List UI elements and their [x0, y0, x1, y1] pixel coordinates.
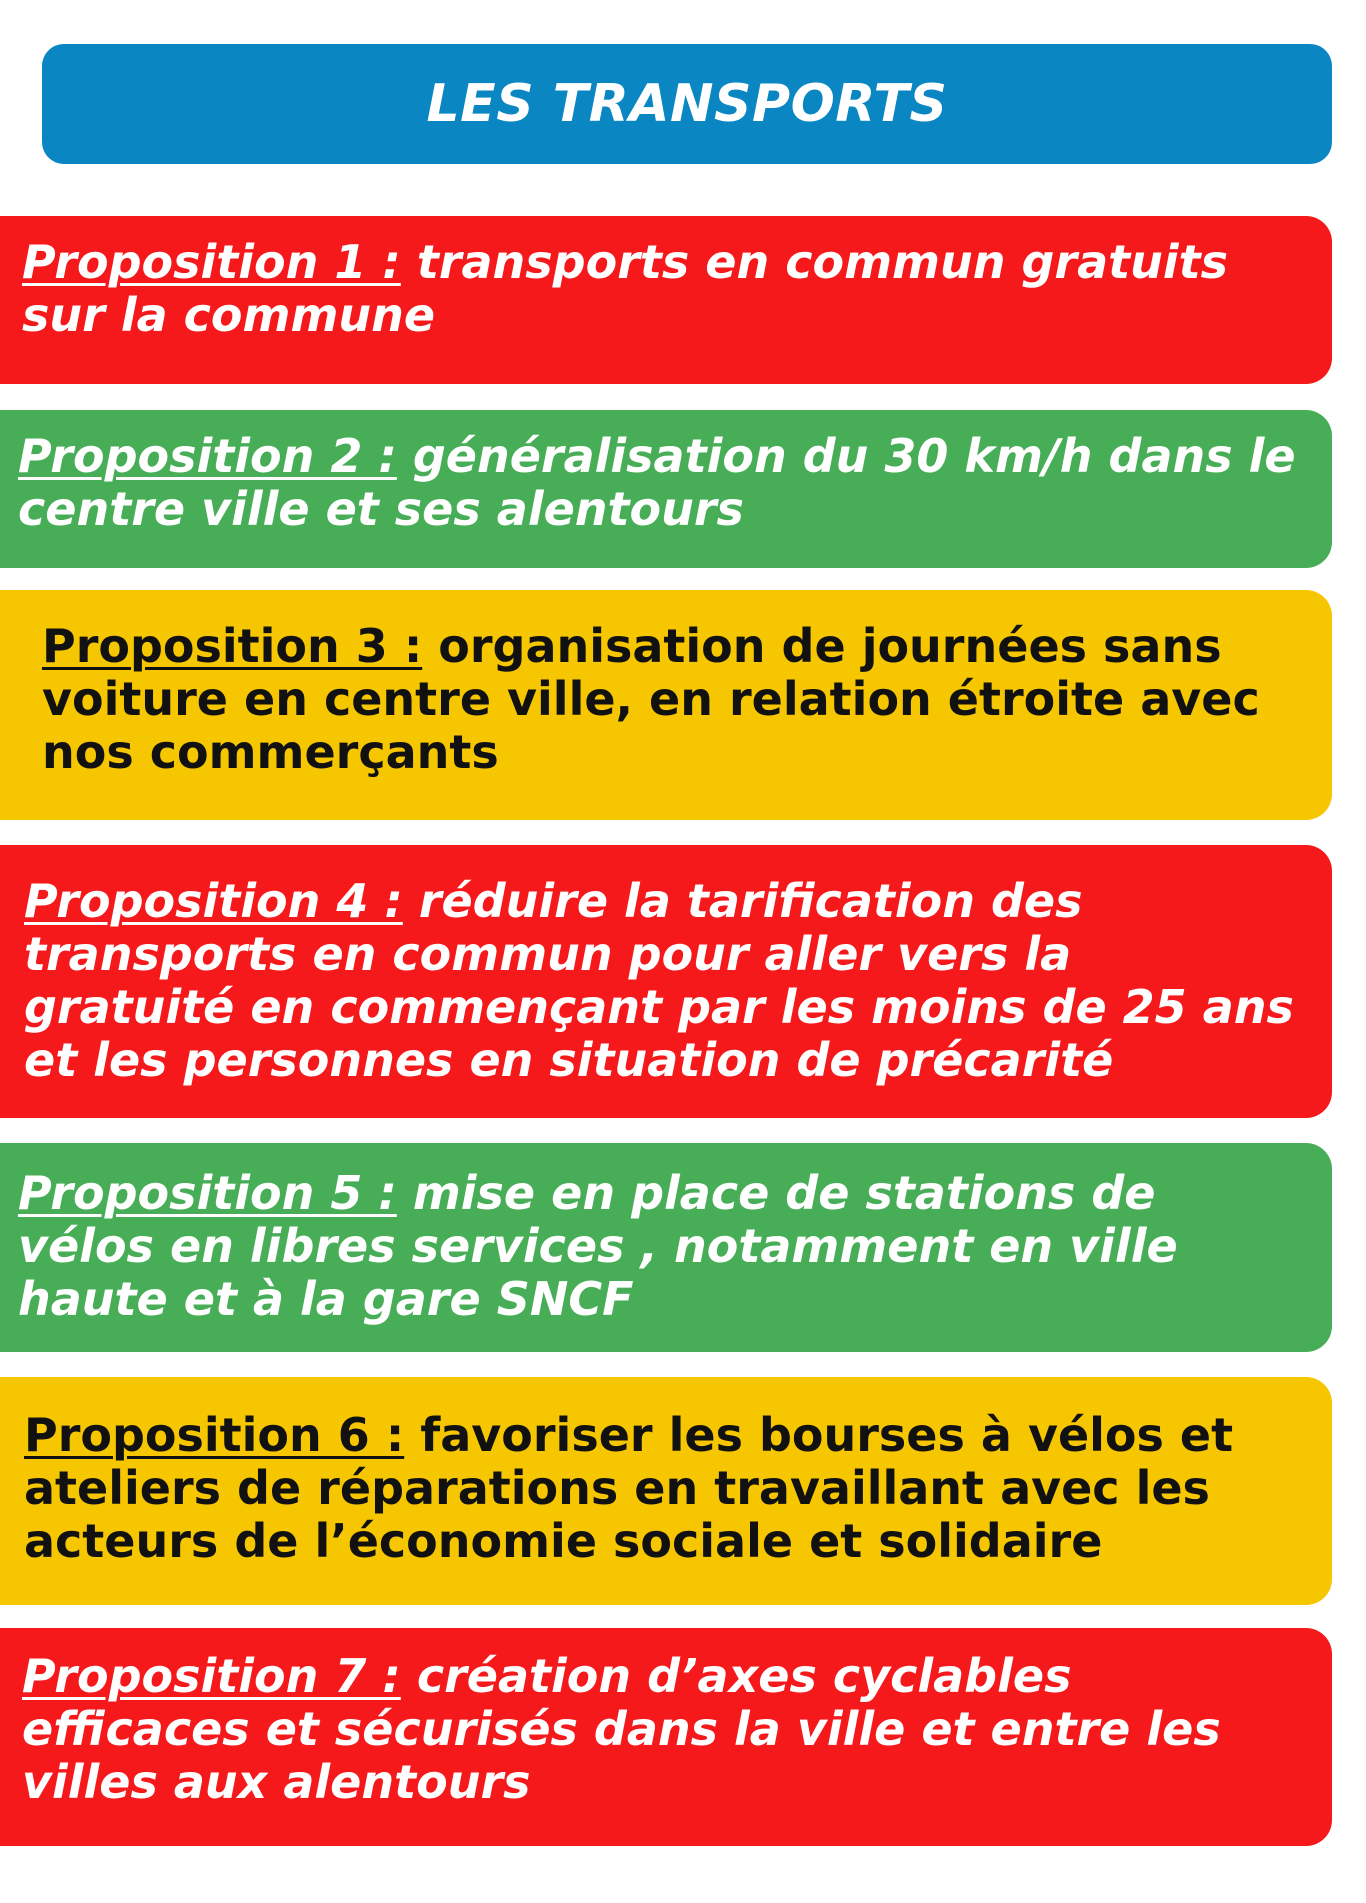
proposition-body-7: création d’axes cyclables efficaces et sécurisés dans la ville et entre les villes aux alentours [22, 1649, 1221, 1809]
proposition-text-6 [24, 1409, 1296, 1568]
proposition-label-6: Proposition 6 : [24, 1408, 405, 1462]
page-title: LES TRANSPORTS [426, 74, 948, 134]
proposition-text-5 [18, 1167, 1296, 1326]
proposition-label-5: Proposition 5 : [18, 1166, 397, 1220]
proposition-label-1: Proposition 1 : [22, 235, 401, 289]
page-title-banner [42, 44, 1332, 164]
proposition-card-3 [0, 590, 1332, 820]
proposition-text-3 [42, 620, 1322, 779]
proposition-body-3: organisation de journées sans voiture en centre ville, en relation étroite avec nos commerçants [42, 619, 1260, 779]
proposition-body-6: favoriser les bourses à vélos et ateliers de réparations en travaillant avec les acteurs de l’économie sociale et solidaire [24, 1408, 1234, 1568]
proposition-label-7: Proposition 7 : [22, 1649, 401, 1703]
proposition-card-2 [0, 410, 1332, 568]
proposition-card-1 [0, 216, 1332, 384]
proposition-text-1 [22, 236, 1296, 342]
proposition-body-1: transports en commun gratuits sur la commune [22, 235, 1229, 342]
proposition-card-4 [0, 845, 1332, 1118]
proposition-text-7 [22, 1650, 1296, 1809]
proposition-label-3: Proposition 3 : [42, 619, 423, 673]
proposition-body-4: réduire la tarification des transports en commun pour aller vers la gratuité en commençant par les moins de 25 ans et les personnes en situation de précarité [24, 874, 1294, 1087]
proposition-card-7 [0, 1628, 1332, 1846]
proposition-card-5 [0, 1143, 1332, 1352]
proposition-text-2 [18, 430, 1296, 536]
proposition-body-5: mise en place de stations de vélos en libres services , notamment en ville haute et à la gare SNCF [18, 1166, 1178, 1326]
proposition-label-4: Proposition 4 : [24, 874, 403, 928]
proposition-card-6 [0, 1377, 1332, 1605]
proposition-label-2: Proposition 2 : [18, 429, 397, 483]
proposition-body-2: généralisation du 30 km/h dans le centre ville et ses alentours [18, 429, 1296, 536]
proposition-text-4 [24, 875, 1296, 1087]
